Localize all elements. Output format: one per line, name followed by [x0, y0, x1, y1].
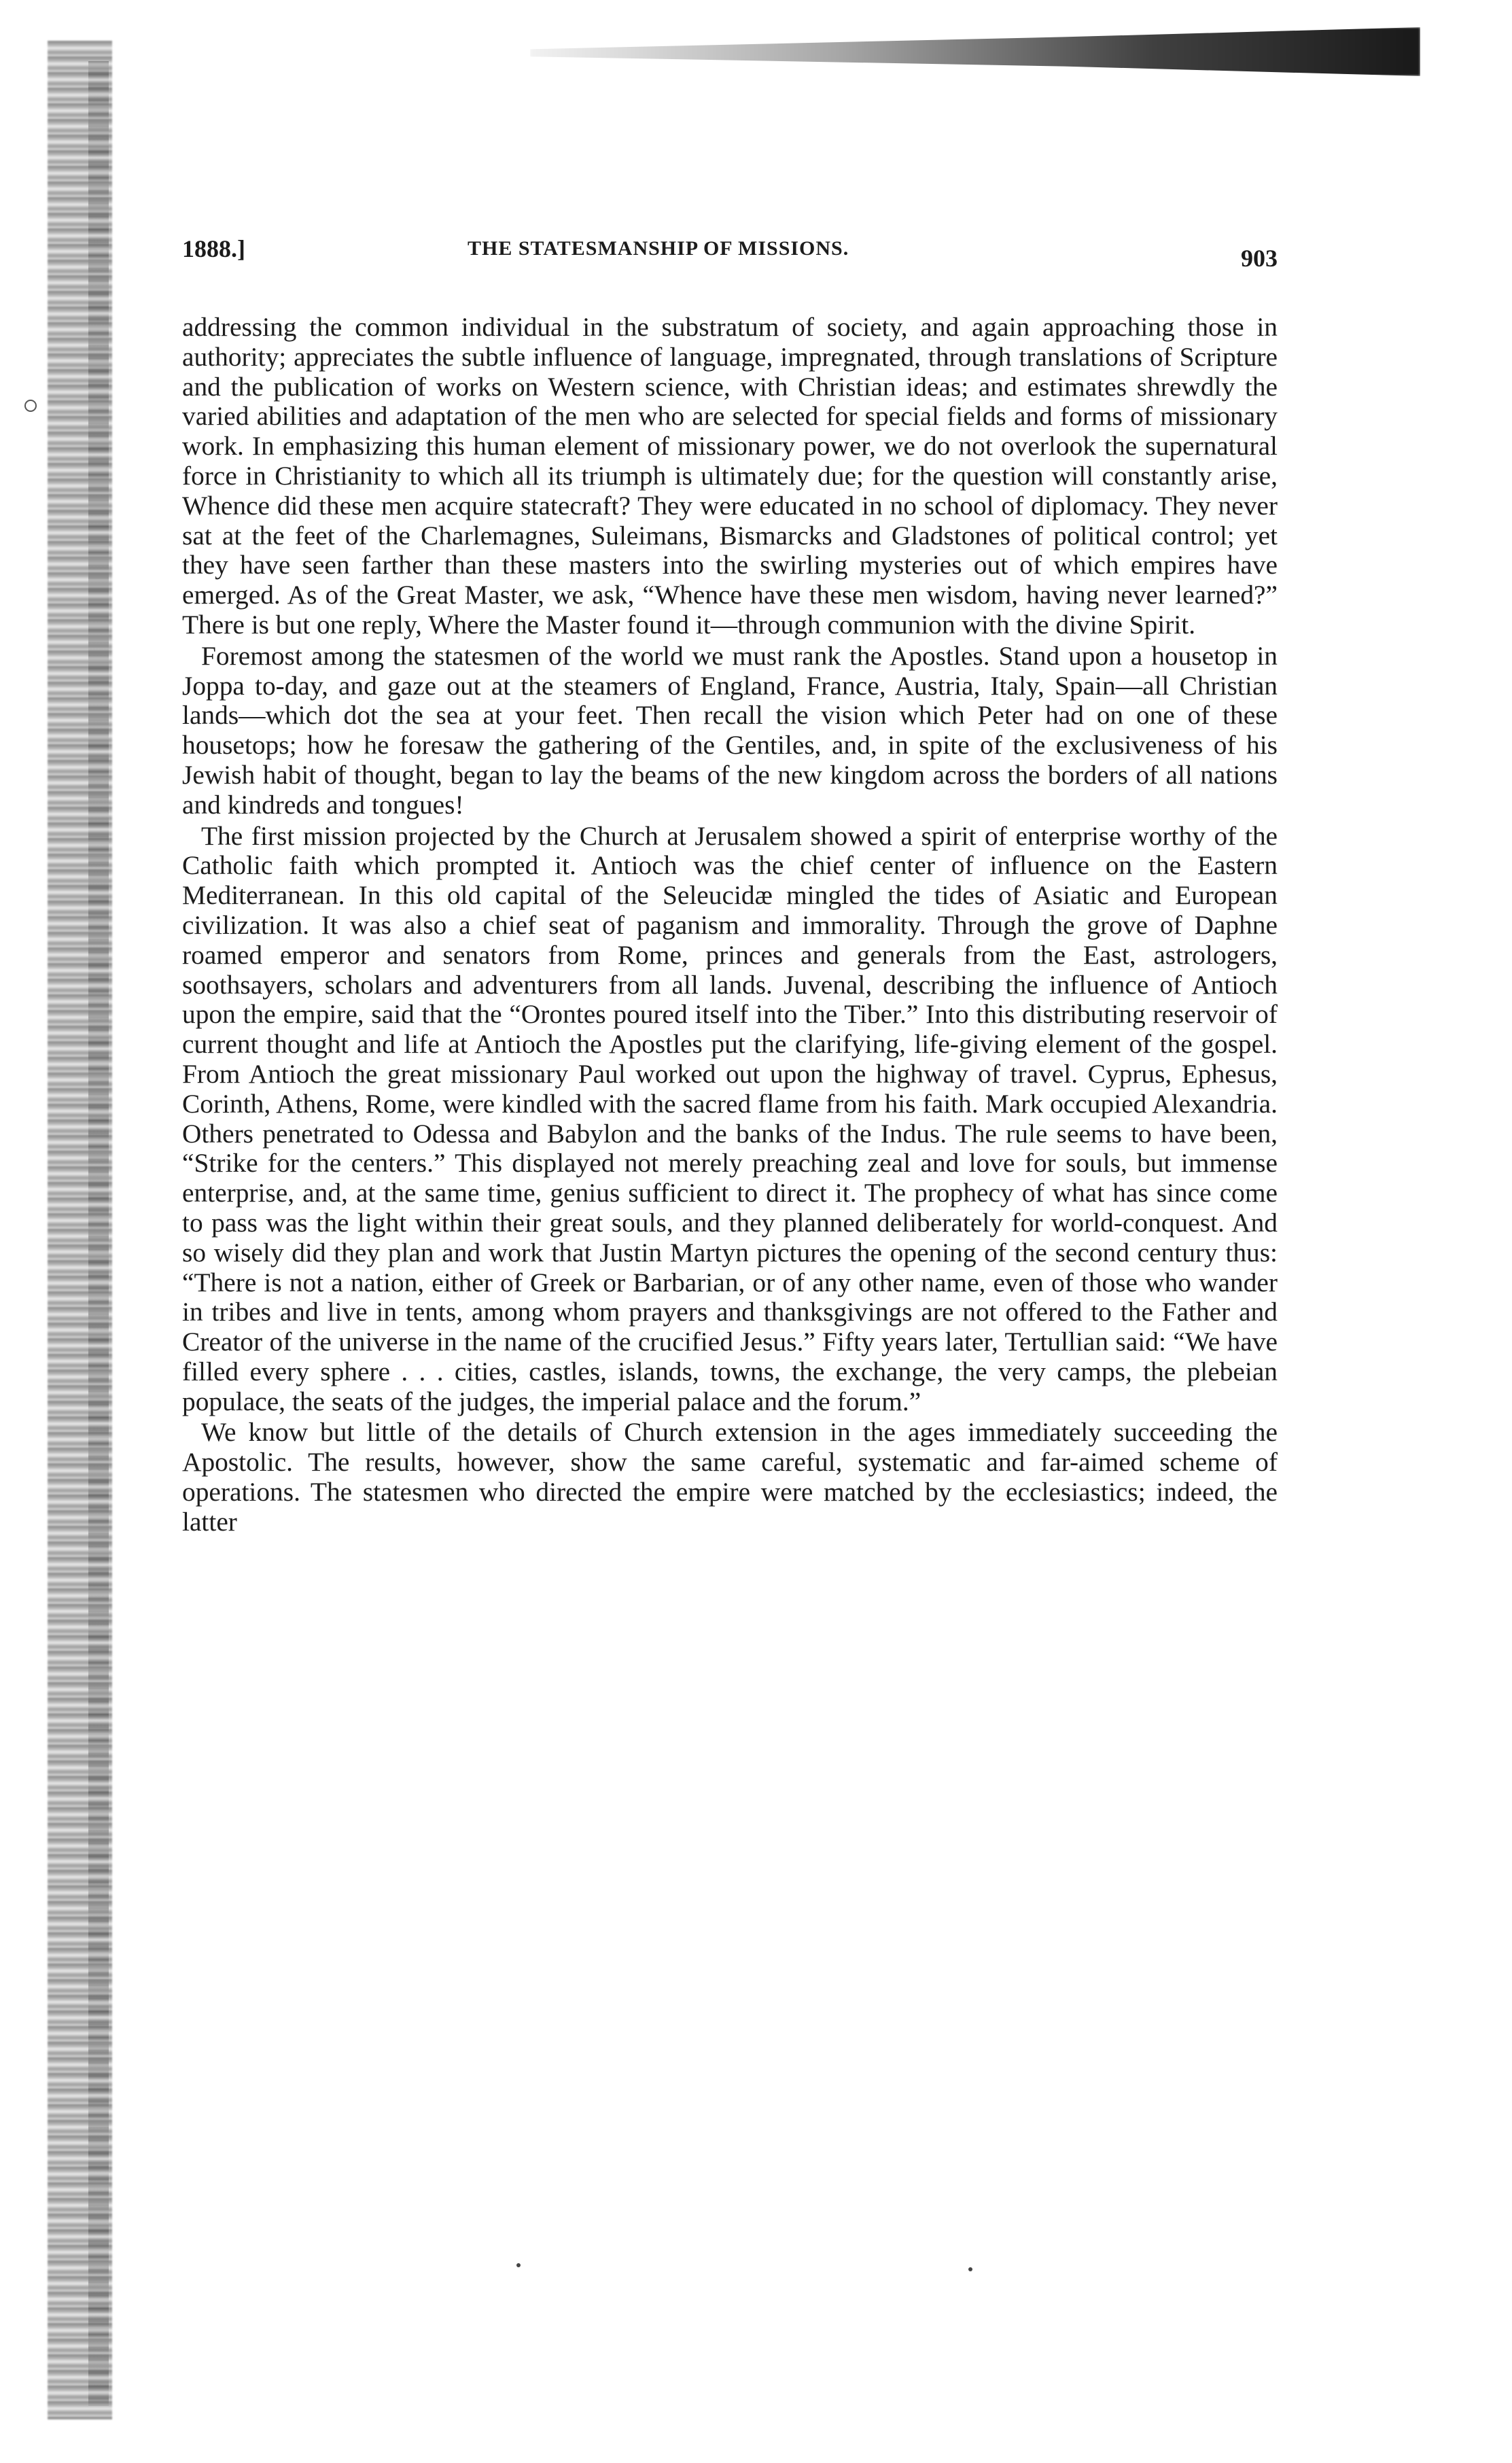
scan-shadow-binding — [88, 61, 109, 2406]
running-head — [182, 234, 1278, 275]
header-year: 1888.] — [182, 235, 245, 262]
header-title: THE STATESMANSHIP OF MISSIONS. — [468, 237, 849, 260]
ink-speck — [968, 2267, 972, 2271]
ink-speck — [516, 2263, 521, 2267]
page-number: 903 — [1241, 245, 1278, 272]
paragraph-4: We know but little of the details of Church extension in the ages immediately succeeding the Apostolic. The results, however, show the same careful, systematic and far-aimed scheme of operations. The statesmen who directed the empire were matched by the ecclesiastics; indeed, the latter — [182, 1417, 1278, 1537]
scan-shadow-top — [530, 27, 1420, 76]
paragraph-2: Foremost among the statesmen of the world we must rank the Apostles. Stand upon a housetop in Joppa to-day, and gaze out at the steamers of England, France, Austria, Italy, Spain—all Christian lands—which dot the sea at your feet. Then recall the vision which Peter had on one of these housetops; how he foresaw the gathering of the Gentiles, and, in spite of the exclusiveness of his Jewish habit of thought, began to lay the beams of the new kingdom across the borders of all nations and kindreds and tongues! — [182, 640, 1278, 820]
body-text — [182, 313, 1278, 1539]
paragraph-1: addressing the common individual in the substratum of society, and again approaching those in authority; appreciates the subtle influence of language, impregnated, through translations of Scripture and the publication of works on Western science, with Christian ideas; and estimates shrewdly the varied abilities and adaptation of the men who are selected for special fields and forms of missionary work. In emphasizing this human element of missionary power, we do not overlook the supernatural force in Christianity to which all its triumph is ultimately due; for the question will constantly arise, Whence did these men acquire statecraft? They were educated in no school of diplomacy. They never sat at the feet of the Charlemagnes, Suleimans, Bismarcks and Gladstones of political control; yet they have seen farther than these masters into the swirling mysteries out of which empires have emerged. As of the Great Master, we ask, “Whence have these men wisdom, having never learned?” There is but one reply, Where the Master found it—through communion with the divine Spirit. — [182, 312, 1278, 640]
punch-hole-mark — [24, 400, 37, 412]
paragraph-3: The first mission projected by the Church at Jerusalem showed a spirit of enterprise worthy of the Catholic faith which prompted it. Antioch was the chief center of influence on the Eastern Mediterranean. In this old capital of the Seleucidæ mingled the tides of Asiatic and European civilization. It was also a chief seat of paganism and immorality. Through the grove of Daphne roamed emperor and senators from Rome, princes and generals from the East, astrologers, soothsayers, scholars and adventurers from all lands. Juvenal, describing the influence of Antioch upon the empire, said that the “Orontes poured itself into the Tiber.” Into this distributing reservoir of current thought and life at Antioch the Apostles put the clarifying, life-giving element of the gospel. From Antioch the great missionary Paul worked out upon the highway of travel. Cyprus, Ephesus, Corinth, Athens, Rome, were kindled with the sacred flame from his faith. Mark occupied Alexandria. Others penetrated to Odessa and Babylon and the banks of the Indus. The rule seems to have been, “Strike for the centers.” This displayed not merely preaching zeal and love for souls, but immense enterprise, and, at the same time, genius sufficient to direct it. The prophecy of what has since come to pass was the light within their great souls, and they planned deliberately for world-conquest. And so wisely did they plan and work that Justin Martyn pictures the opening of the second century thus: “There is not a nation, either of Greek or Barbarian, or of any other name, even of those who wander in tribes and live in tents, among whom prayers and thanksgivings are not offered to the Father and Creator of the universe in the name of the crucified Jesus.” Fifty years later, Tertullian said: “We have filled every sphere . . . cities, castles, islands, towns, the exchange, the very camps, the plebeian populace, the seats of the judges, the imperial palace and the forum.” — [182, 820, 1278, 1416]
